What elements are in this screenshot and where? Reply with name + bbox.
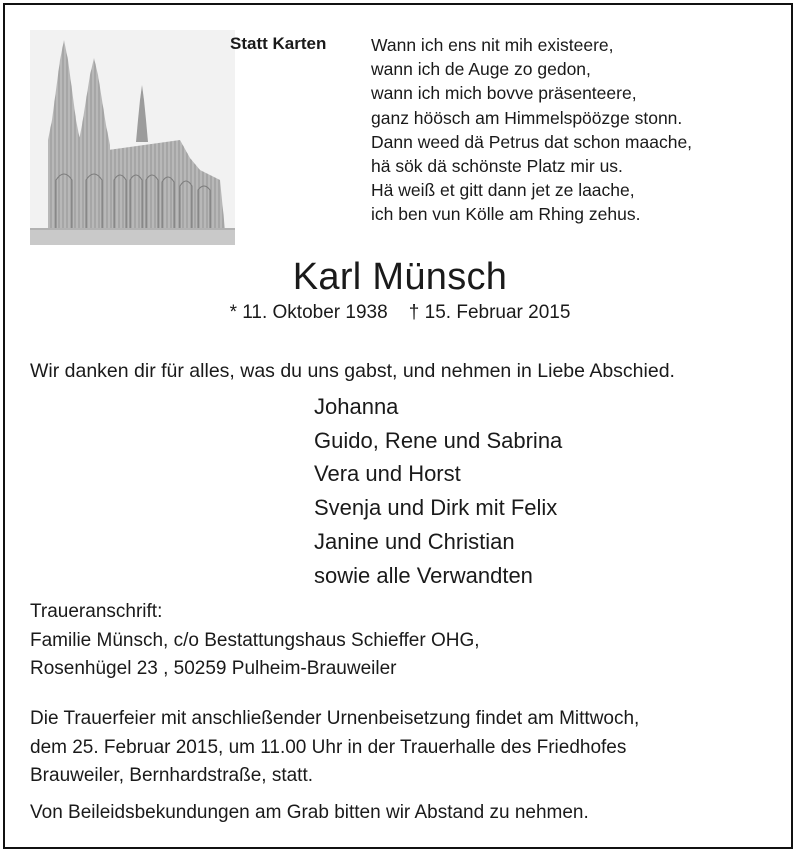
mourner: sowie alle Verwandten <box>314 562 533 588</box>
address-line: Familie Münsch, c/o Bestattungshaus Schieffer OHG, <box>30 629 480 651</box>
closing-note: Von Beileidsbekundungen am Grab bitten wir Abstand zu nehmen. <box>30 802 589 823</box>
ceremony-info <box>30 705 639 791</box>
ceremony-line: dem 25. Februar 2015, um 11.00 Uhr in der Trauerhalle des Friedhofes <box>30 736 627 758</box>
poem-line: wann ich mich bovve präsenteere, <box>371 83 637 104</box>
poem-line: Wann ich ens nit mih existeere, <box>371 35 614 55</box>
mourner: Svenja und Dirk mit Felix <box>314 495 558 521</box>
poem-line: Hä weiß et gitt dann jet ze laache, <box>371 180 635 201</box>
mourner: Vera und Horst <box>314 461 461 487</box>
poem-line: Dann weed dä Petrus dat schon maache, <box>371 131 693 152</box>
ceremony-line: Die Trauerfeier mit anschließender Urnenbeisetzung findet am Mittwoch, <box>30 708 640 729</box>
mourner: Johanna <box>314 394 399 419</box>
address-label: Traueranschrift: <box>30 601 163 622</box>
statt-karten-label: Statt Karten <box>230 34 327 53</box>
mourning-address <box>30 598 480 684</box>
death-date: † 15. Februar 2015 <box>408 302 571 323</box>
mourners-list <box>314 390 562 592</box>
poem <box>371 33 692 227</box>
life-dates <box>0 302 800 324</box>
mourner: Janine und Christian <box>314 528 515 554</box>
poem-line: wann ich de Auge zo gedon, <box>371 59 591 80</box>
deceased-name: Karl Münsch <box>292 256 508 298</box>
mourner: Guido, Rene und Sabrina <box>314 427 563 453</box>
ceremony-line: Brauweiler, Bernhardstraße, statt. <box>30 765 314 786</box>
address-line: Rosenhügel 23 , 50259 Pulheim-Brauweiler <box>30 658 397 679</box>
cathedral-image <box>30 30 235 245</box>
poem-line: ganz höösch am Himmelspöözge stonn. <box>371 107 683 128</box>
poem-line: ich ben vun Kölle am Rhing zehus. <box>371 204 641 225</box>
thanks-line: Wir danken dir für alles, was du uns gabst, und nehmen in Liebe Abschied. <box>30 360 675 382</box>
poem-line: hä sök dä schönste Platz mir us. <box>371 156 623 177</box>
birth-date: * 11. Oktober 1938 <box>229 302 388 323</box>
